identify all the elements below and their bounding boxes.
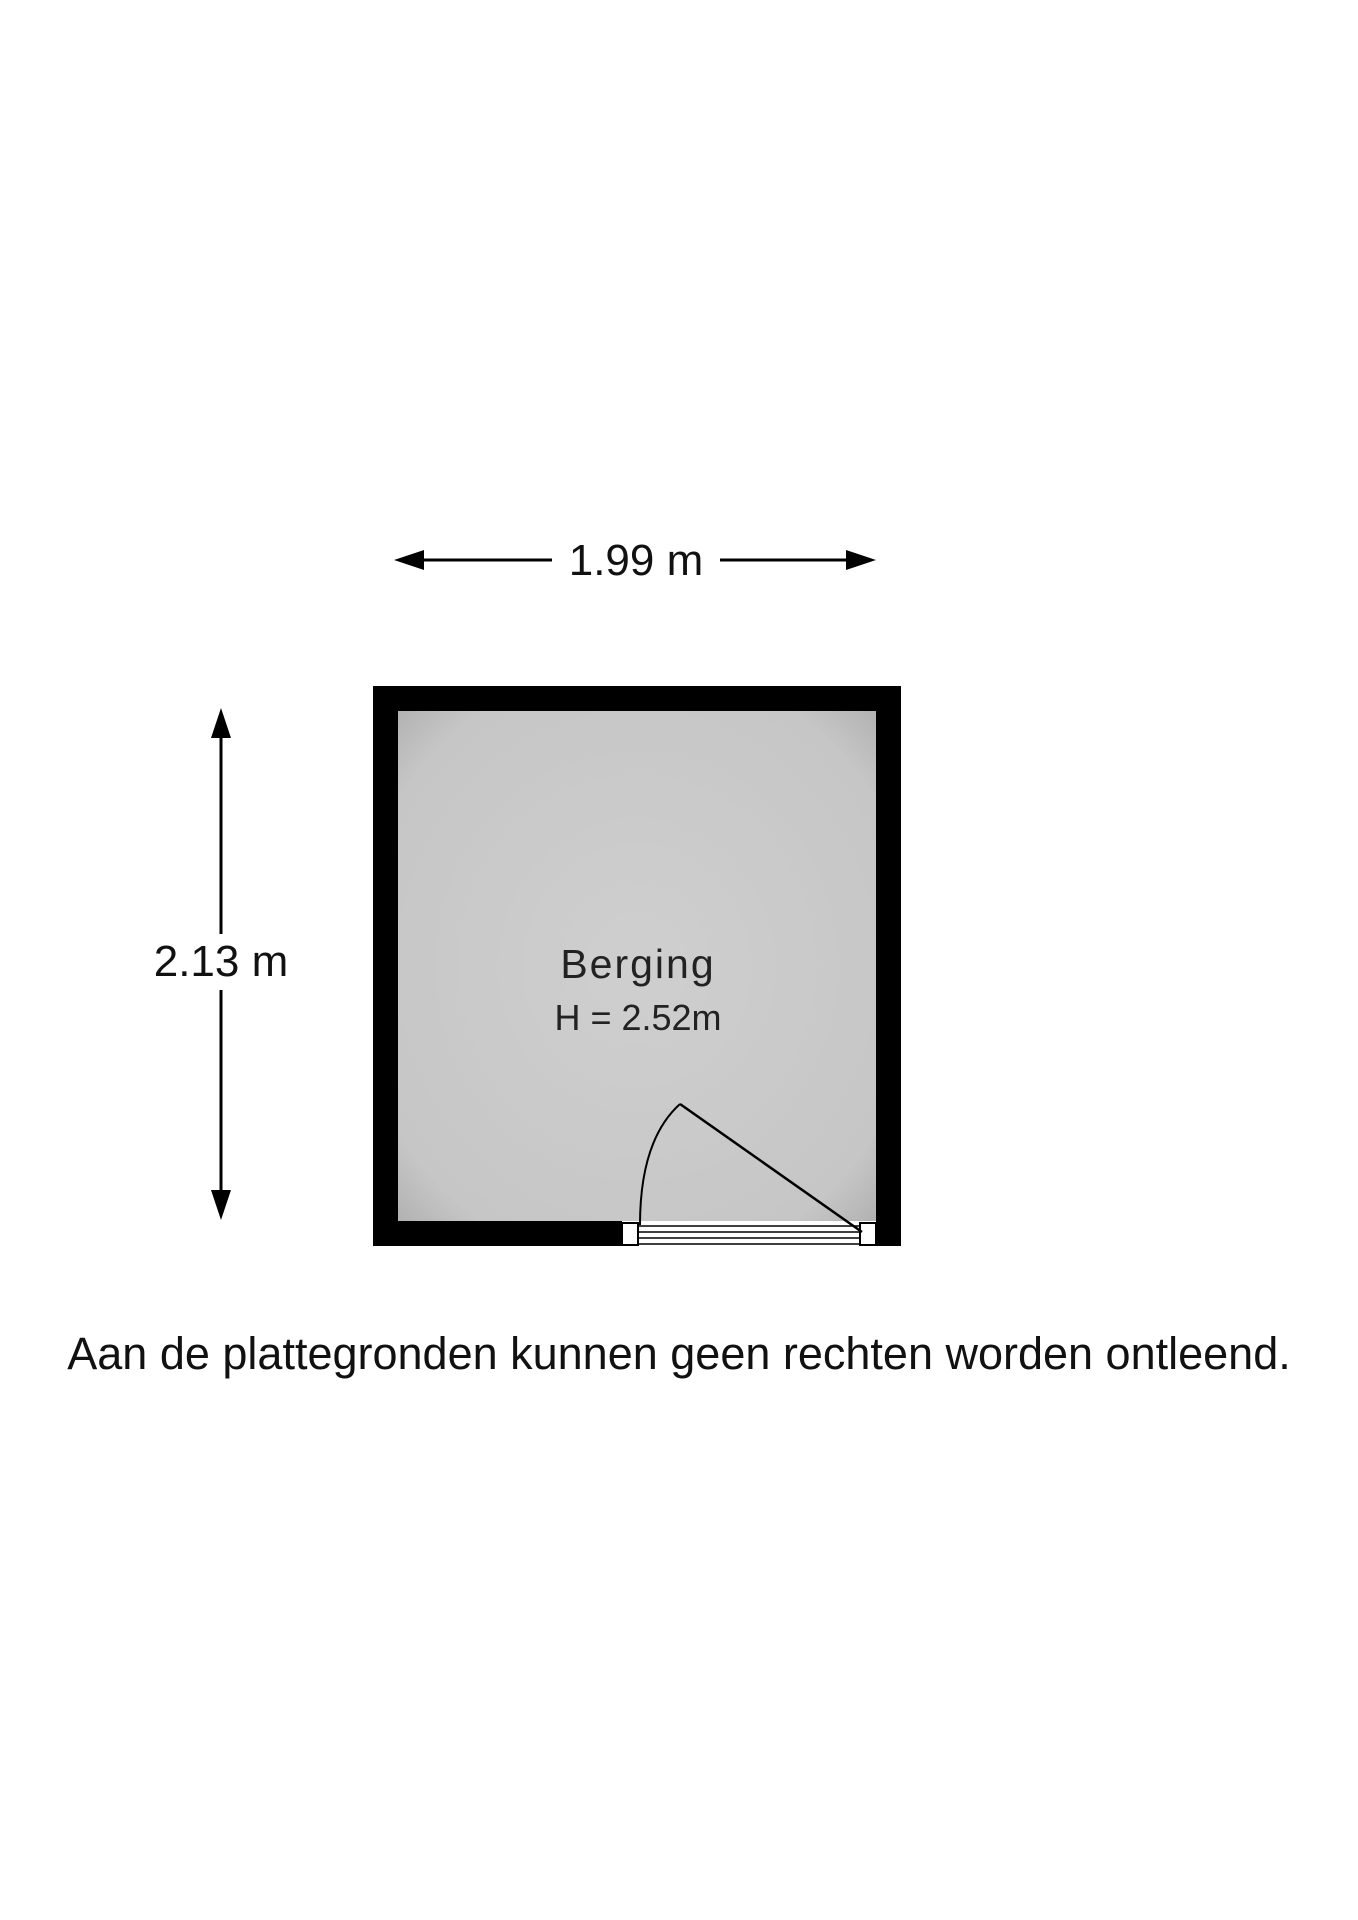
arrow-down-icon [211,1190,231,1220]
room-height: H = 2.52m [554,997,722,1038]
disclaimer-text: Aan de plattegronden kunnen geen rechten worden ontleend. [67,1328,1291,1379]
depth-label: 2.13 m [153,937,289,986]
arrow-right-icon [846,550,876,570]
arrow-up-icon [211,708,231,738]
width-dimension [394,536,876,585]
arrow-left-icon [394,550,424,570]
width-label: 1.99 m [568,536,704,585]
room-berging [373,686,901,1246]
room-name: Berging [560,941,716,987]
depth-dimension [154,708,289,1220]
